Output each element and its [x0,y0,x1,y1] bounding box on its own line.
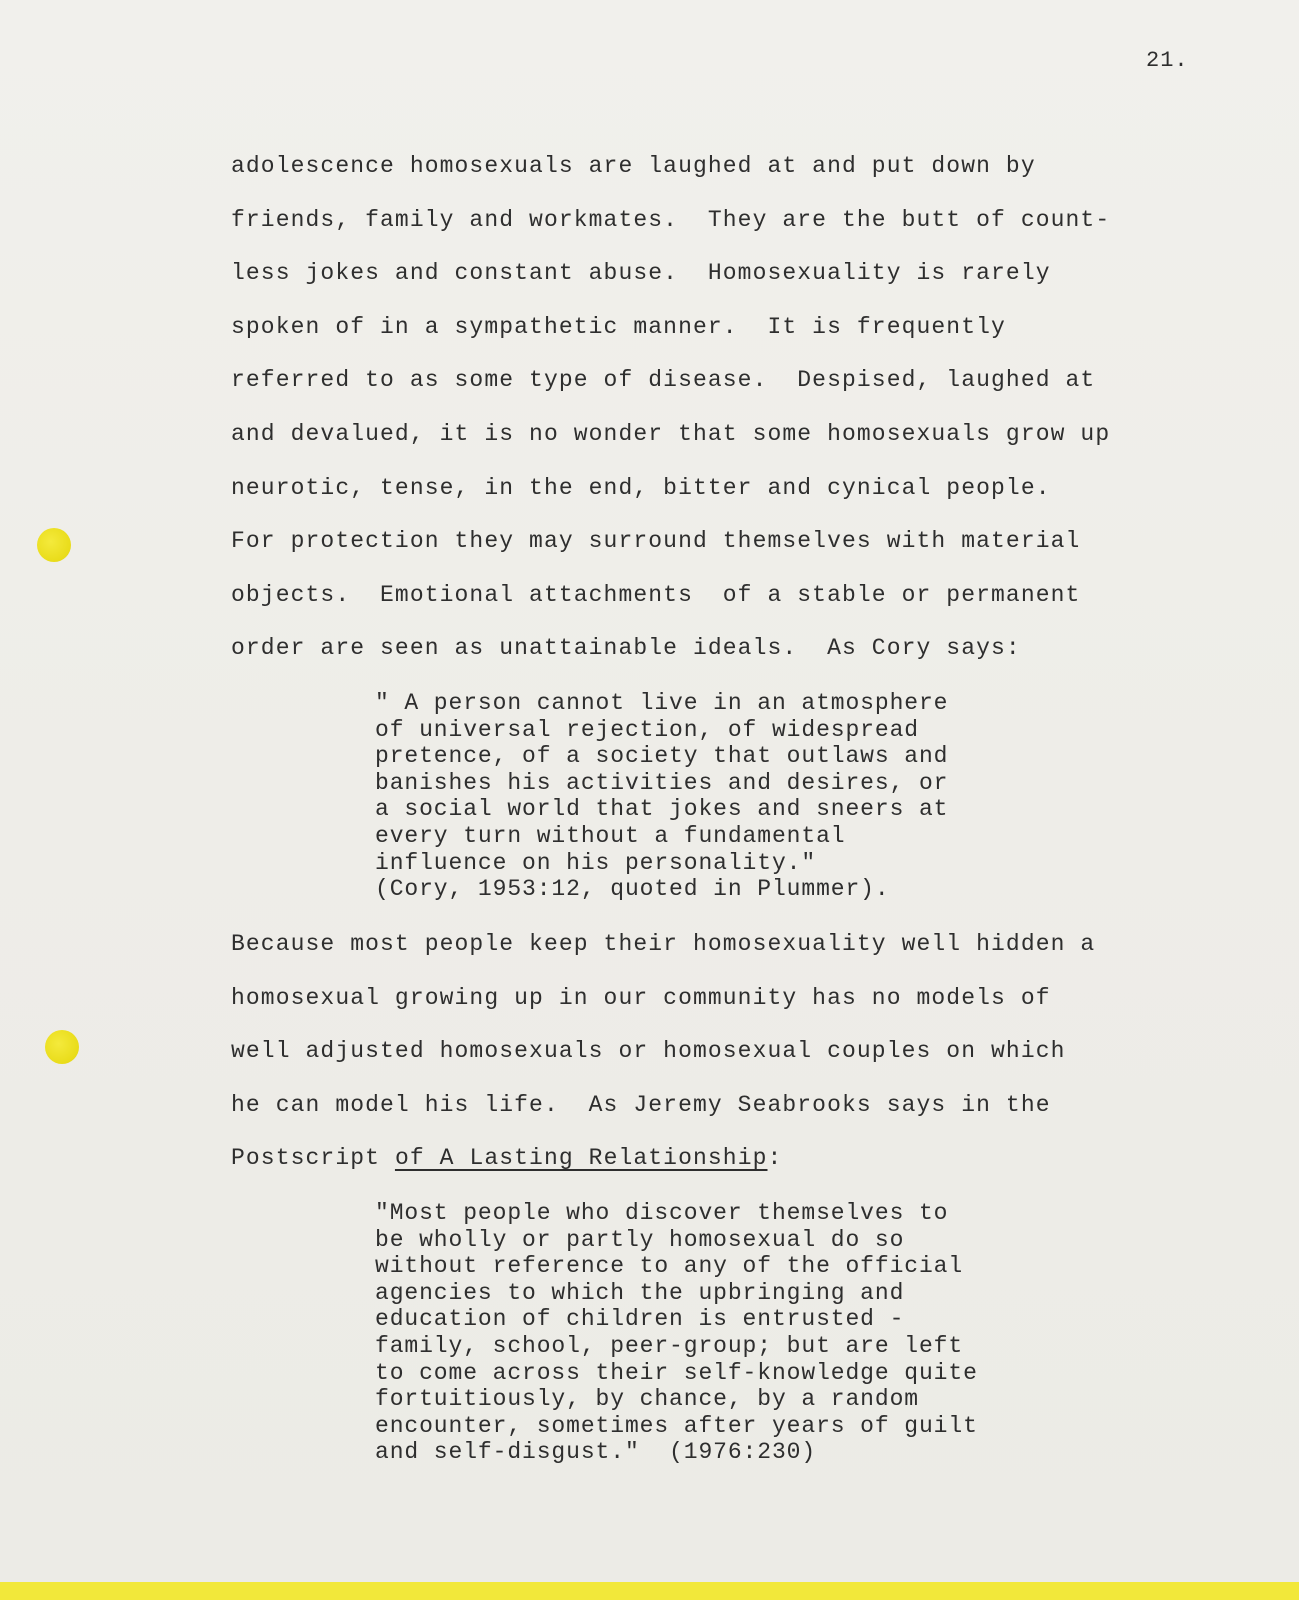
quote-line: influence on his personality." [375,849,817,876]
quote-line: to come across their self-knowledge quite [375,1359,978,1386]
text-line: For protection they may surround themselves with material [231,528,1081,555]
yellow-backing-strip [0,1582,1299,1600]
quote-line: without reference to any of the official [375,1253,964,1280]
quote-line: encounter, sometimes after years of guilt [375,1412,978,1439]
quote-line: education of children is entrusted - [375,1306,905,1333]
text-line: Because most people keep their homosexuality well hidden a [231,931,1096,957]
text-line: objects. Emotional attachments of a stable or permanent [231,581,1081,608]
text-line: well adjusted homosexuals or homosexual couples on which [231,1038,1066,1065]
paragraph [231,150,1191,686]
page-number: 21. [1146,48,1189,73]
quote-line: a social world that jokes and sneers at [375,796,949,823]
text-line: adolescence homosexuals are laughed at and put down by [231,153,1036,179]
text-line: referred to as some type of disease. Despised, laughed at [231,367,1096,394]
block-quote [375,1200,978,1466]
book-title: of A Lasting Relationship [394,1145,768,1172]
text-line: homosexual growing up in our community has no models of [231,984,1051,1011]
text-segment: : [767,1145,783,1172]
binder-hole [45,1030,79,1064]
text-line: spoken of in a sympathetic manner. It is frequently [231,313,1006,340]
text-line [231,1142,1191,1196]
paragraph [231,928,1191,1196]
binder-hole [37,528,71,562]
quote-line: fortuitiously, by chance, by a random [375,1386,919,1413]
quote-line: " A person cannot live in an atmosphere [375,690,949,716]
text-line: he can model his life. As Jeremy Seabrooks says in the [231,1091,1051,1118]
quote-line: of universal rejection, of widespread [375,716,919,743]
quote-line: agencies to which the upbringing and [375,1279,905,1306]
text-line: order are seen as unattainable ideals. As Cory says: [231,635,1021,662]
quote-citation: (Cory, 1953:12, quoted in Plummer). [375,876,890,903]
quote-line: every turn without a fundamental [375,822,846,849]
quote-line: be wholly or partly homosexual do so [375,1226,905,1253]
text-segment: Postscript [231,1145,395,1172]
text-line: and devalued, it is no wonder that some homosexuals grow up [231,420,1111,447]
quote-line: "Most people who discover themselves to [375,1200,949,1226]
quote-line: pretence, of a society that outlaws and [375,743,949,770]
block-quote [375,690,948,903]
text-line: neurotic, tense, in the end, bitter and cynical people. [231,474,1051,501]
text-line: friends, family and workmates. They are the butt of count- [231,206,1111,233]
quote-line: banishes his activities and desires, or [375,769,949,796]
text-line: less jokes and constant abuse. Homosexuality is rarely [231,260,1051,287]
quote-line: family, school, peer-group; but are left [375,1332,964,1359]
quote-line: and self-disgust." (1976:230) [375,1439,817,1466]
